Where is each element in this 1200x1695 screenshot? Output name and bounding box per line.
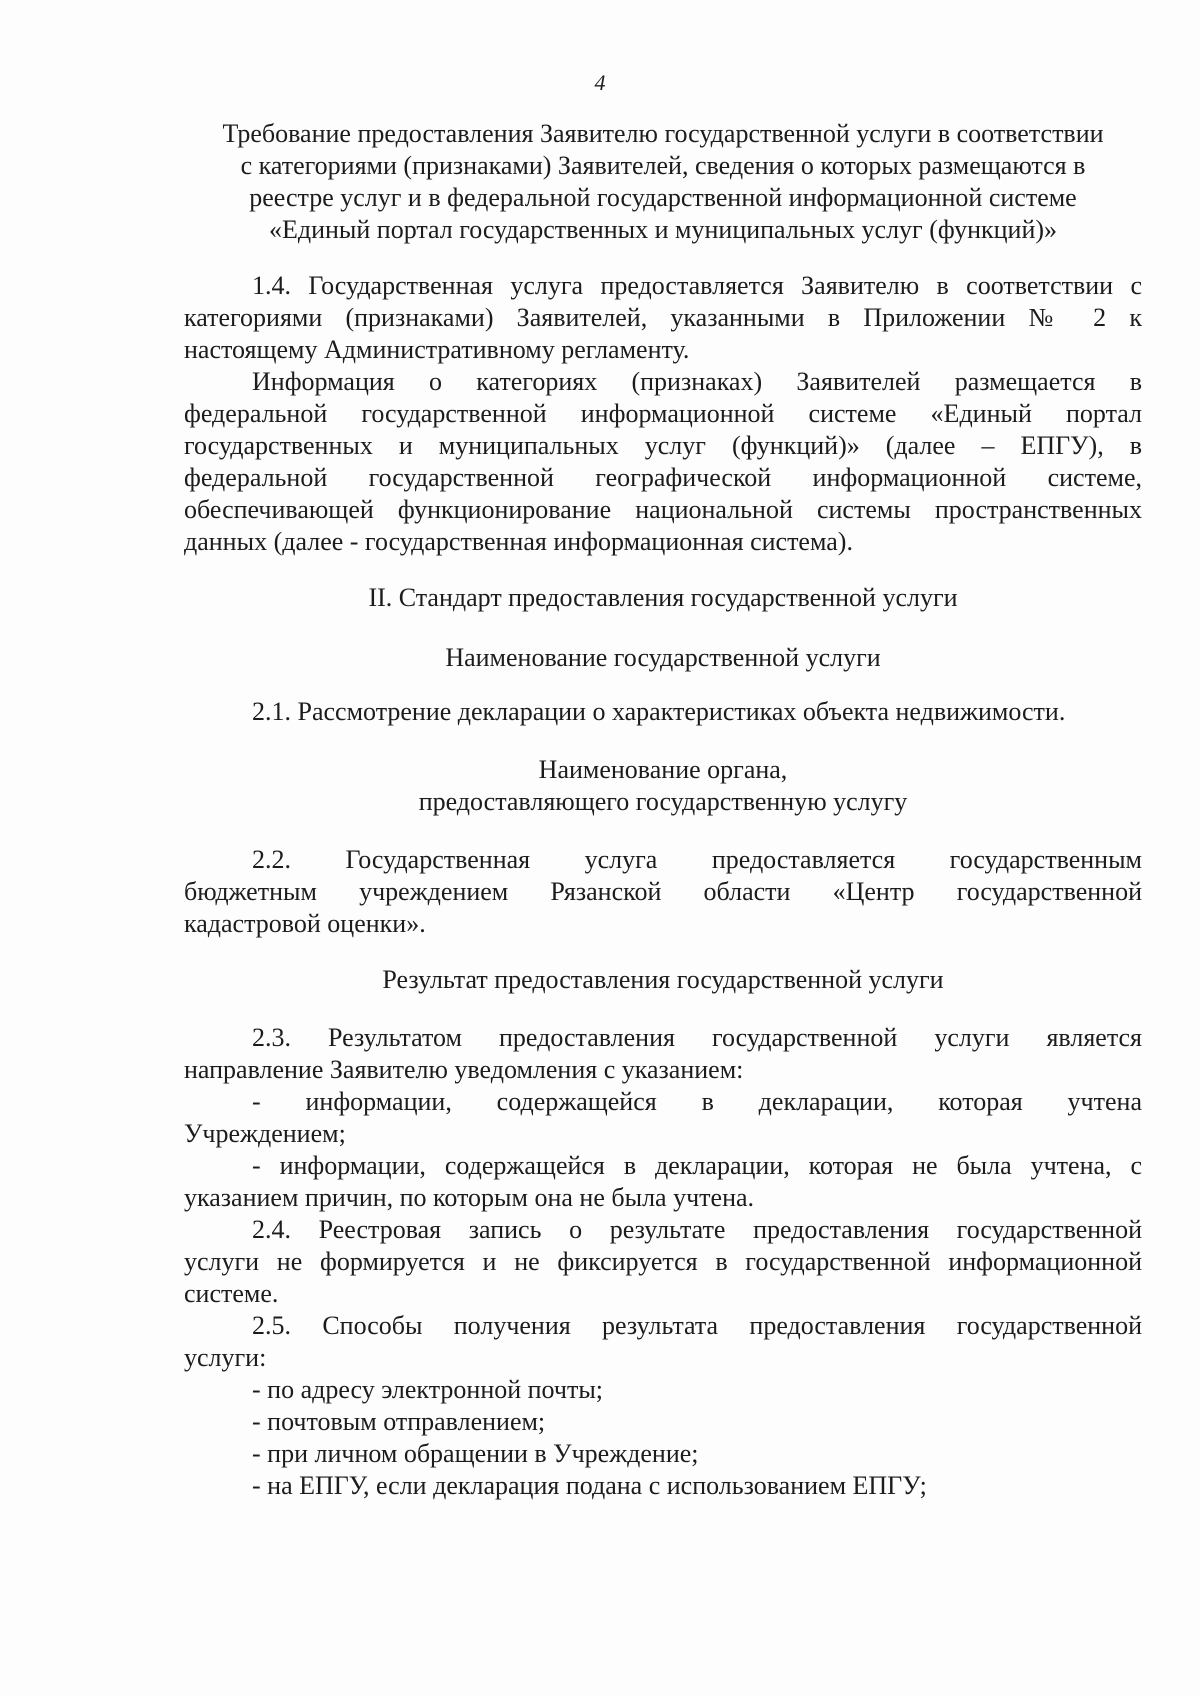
list-item-line: - информации, содержащейся в декларации, которая не была учтена, с [252,1151,1142,1180]
paragraph-line: направление Заявителю уведомления с указанием: [184,1055,744,1084]
list-item: - почтовым отправлением; [252,1407,546,1436]
list-item: - на ЕПГУ, если декларация подана с использованием ЕПГУ; [252,1471,927,1500]
paragraph-line: кадастровой оценки». [184,909,426,938]
paragraph-line: услуги не формируется и не фиксируется в государственной информационной [184,1247,1142,1276]
list-item-line: указанием причин, по которым она не была учтена. [184,1183,755,1212]
list-item: - по адресу электронной почты; [252,1375,604,1404]
paragraph-1-4 [184,270,1142,366]
title-line: с категориями (признаками) Заявителей, сведения о которых размещаются в [240,151,1086,180]
paragraph-line: 2.3. Результатом предоставления государственной услуги является [252,1023,1142,1052]
section-heading: II. Стандарт предоставления государственной услуги [368,583,958,612]
list-item-line: Учреждением; [184,1119,346,1148]
paragraph-line: 1.4. Государственная услуга предоставляется Заявителю в соответствии с [252,271,1142,300]
paragraph-line: федеральной государственной географической информационной системе, [184,463,1142,492]
paragraph-line: бюджетным учреждением Рязанской области «Центр государственной [184,877,1142,906]
paragraph-line: федеральной государственной информационной системе «Единый портал [184,399,1142,428]
subsection-heading: Наименование государственной услуги [445,643,881,672]
paragraph-line: данных (далее - государственная информационная система). [184,527,853,556]
paragraph-line: настоящему Административному регламенту. [184,335,690,364]
list-item [184,1086,1142,1150]
list-2-5 [184,1374,1142,1502]
paragraph-line: государственных и муниципальных услуг (функций)» (далее – ЕПГУ), в [184,431,1142,460]
heading-line: предоставляющего государственную услугу [418,787,908,816]
paragraph-line: категориями (признаками) Заявителей, указанными в Приложении № 2 к [184,303,1142,332]
paragraph-line: 2.2. Государственная услуга предоставляется государственным [252,845,1142,874]
heading-line: Наименование органа, [538,755,788,784]
paragraph-line: 2.5. Способы получения результата предоставления государственной [252,1311,1142,1340]
title-line: «Единый портал государственных и муниципальных услуг (функций)» [268,215,1058,244]
paragraph-line: обеспечивающей функционирование национальной системы пространственных [184,495,1142,524]
paragraph-2-1: 2.1. Рассмотрение декларации о характеристиках объекта недвижимости. [252,697,1066,726]
list-item-line: - информации, содержащейся в декларации, которая учтена [252,1087,1142,1116]
document-body [184,118,1142,1502]
paragraph-line: Информация о категориях (признаках) Заявителей размещается в [252,367,1142,396]
list-item [184,1150,1142,1214]
title-line: Требование предоставления Заявителю государственной услуги в соответствии [222,119,1104,148]
subsection-heading-organ [184,754,1142,818]
paragraph-line: 2.4. Реестровая запись о результате предоставления государственной [252,1215,1142,1244]
paragraph-line: услуги: [184,1343,267,1372]
paragraph-2-2 [184,844,1142,940]
paragraph-2-3 [184,1022,1142,1086]
paragraph-info [184,366,1142,558]
paragraph-2-5 [184,1310,1142,1374]
page-number: 4 [594,70,606,95]
list-item: - при личном обращении в Учреждение; [252,1439,699,1468]
paragraph-2-4 [184,1214,1142,1310]
list-2-3 [184,1086,1142,1214]
title-block [184,118,1142,246]
title-line: реестре услуг и в федеральной государственной информационной системе [249,183,1077,212]
paragraph-line: системе. [184,1279,279,1308]
subsection-heading: Результат предоставления государственной услуги [382,965,944,994]
